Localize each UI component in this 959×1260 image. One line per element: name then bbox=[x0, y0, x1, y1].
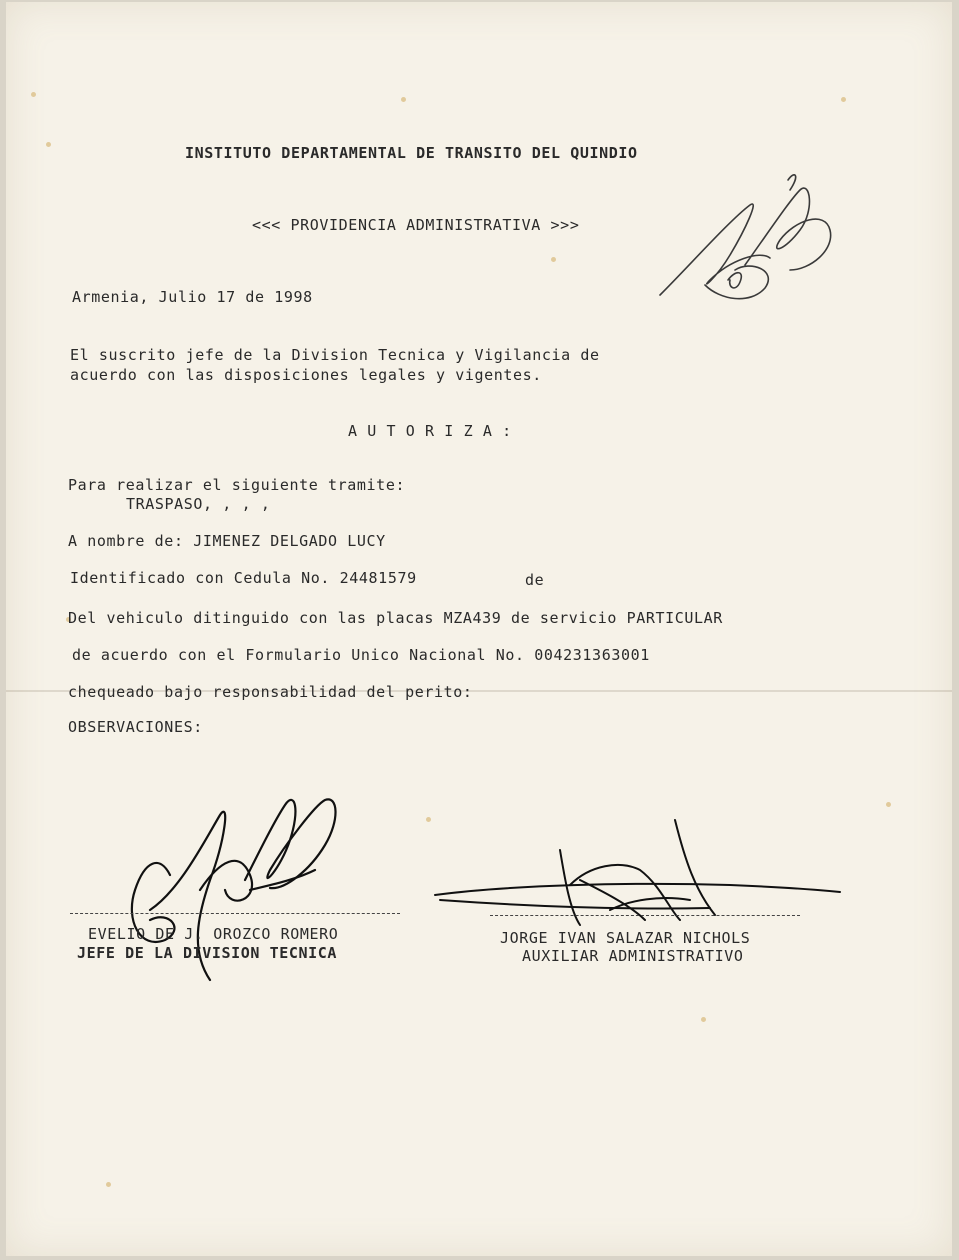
id-line: Identificado con Cedula No. 24481579 bbox=[70, 569, 417, 587]
autoriza-heading: A U T O R I Z A : bbox=[348, 422, 512, 440]
date-line: Armenia, Julio 17 de 1998 bbox=[72, 288, 313, 306]
right-signature-line bbox=[490, 915, 800, 916]
right-signer-name: JORGE IVAN SALAZAR NICHOLS bbox=[500, 929, 751, 947]
vehicle-line: Del vehiculo ditinguido con las placas MZA439 de servicio PARTICULAR bbox=[68, 609, 723, 627]
document-type-title: <<< PROVIDENCIA ADMINISTRATIVA >>> bbox=[252, 216, 580, 234]
right-signer-title: AUXILIAR ADMINISTRATIVO bbox=[522, 947, 744, 965]
owner-line: A nombre de: JIMENEZ DELGADO LUCY bbox=[68, 532, 386, 550]
left-signer-name: EVELIO DE J. OROZCO ROMERO bbox=[88, 925, 339, 943]
observations-label: OBSERVACIONES: bbox=[68, 718, 203, 736]
initials-signature-icon bbox=[650, 170, 850, 330]
id-line-suffix: de bbox=[525, 571, 545, 589]
institution-title: INSTITUTO DEPARTAMENTAL DE TRANSITO DEL QUINDIO bbox=[185, 144, 638, 162]
left-signer-title: JEFE DE LA DIVISION TECNICA bbox=[77, 944, 338, 962]
form-line: de acuerdo con el Formulario Unico Nacional No. 004231363001 bbox=[72, 646, 650, 664]
checked-line: chequeado bajo responsabilidad del perito: bbox=[68, 683, 473, 701]
procedure-value: TRASPASO, , , , bbox=[126, 495, 271, 513]
procedure-label: Para realizar el siguiente tramite: bbox=[68, 476, 406, 494]
left-signature-line bbox=[70, 913, 400, 914]
intro-line-2: acuerdo con las disposiciones legales y vigentes. bbox=[70, 366, 542, 384]
intro-line-1: El suscrito jefe de la Division Tecnica y Vigilancia de bbox=[70, 346, 600, 364]
